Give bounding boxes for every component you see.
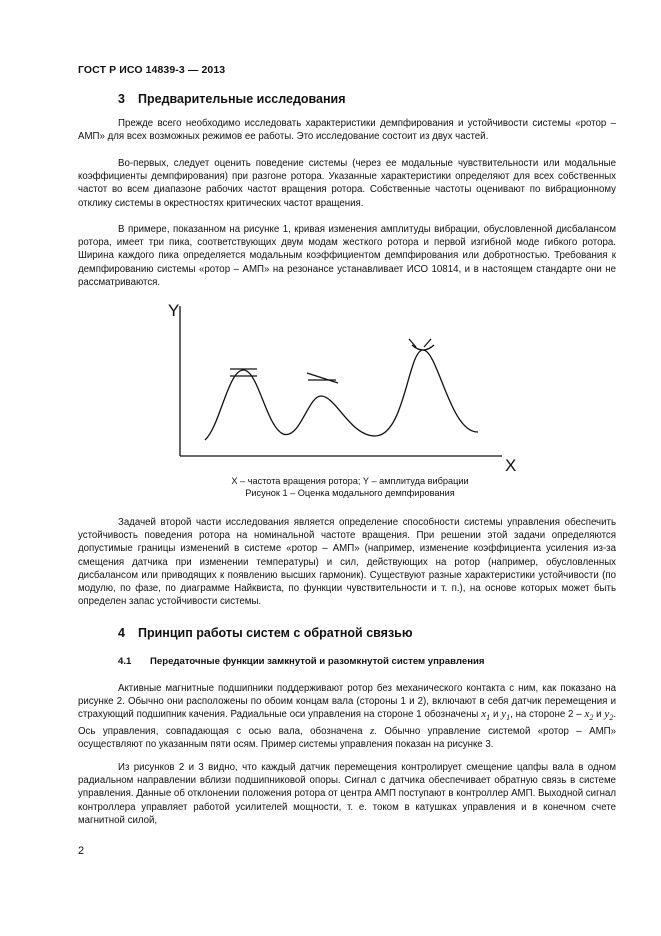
figure-caption	[160, 476, 540, 499]
subsection-title: Передаточные функции замкнутой и разомкнутой систем управления	[150, 656, 485, 667]
figure-legend: X – частота вращения ротора; Y – амплитуда вибрации	[231, 476, 469, 486]
math-z: z	[369, 724, 375, 737]
math-y1: $y_1$	[501, 708, 511, 723]
text-run: . Ось управления, совпадающая с осью вала, обозначена	[78, 709, 617, 737]
text-run: . Обычно управление системой «ротор – АМП» осуществляют по указанным пяти осям. Пример системы управления показан на рисунке 3.	[78, 725, 616, 750]
response-curve	[205, 350, 478, 440]
subsection-4-1-heading	[118, 656, 485, 667]
section-title: Предварительные исследования	[138, 92, 346, 106]
section-number: 4	[118, 626, 125, 640]
x-axis-label: X	[505, 456, 517, 475]
text-run: , на стороне 2 –	[510, 709, 582, 721]
text-run: Активные магнитные подшипники поддерживают ротор без механического контакта с ним, как показано на рисунке 2. Обычно они расположены по обоим концам вала (стороны 1 и 2), включают в себя датчик перемещения и страхующий подшипник качения. Радиальные оси управления на стороне 1 обозначены	[78, 683, 616, 721]
damping-marker-2	[307, 373, 338, 383]
running-header: ГОСТ Р ИСО 14839-3 — 2013	[78, 64, 226, 76]
text-run: и	[492, 709, 499, 721]
paragraph: В примере, показанном на рисунке 1, кривая изменения амплитуды вибрации, обусловленной дисбалансом ротора, имеет три пика, соответствующих двум модам жесткого ротора и первой изгибной моде гибкого ротора. Ширина каждого пика определяется модальным коэффициентом демпфирования или добротностью. Требования к демпфированию системы «ротор – АМП» на резонансе устанавливает ИСО 10814, и в настоящем стандарте они не рассматриваются.	[78, 224, 616, 288]
section-title: Принцип работы систем с обратной связью	[138, 626, 413, 640]
math-y2: $y_2$	[604, 708, 614, 723]
section-3-heading	[118, 92, 346, 106]
subsection-number: 4.1	[118, 656, 132, 667]
paragraph: Задачей второй части исследования является определение способности системы управления обеспечить устойчивость поведения ротора на номинальной частоте вращения. При решении этой задачи определяются допустимые границы изменений в системе «ротор – АМП» (например, изменение коэффициента усиления из-за смещения датчика при изменении температуры) и сил, действующих на ротор (например, обусловленных дисбалансом или приводящих к появлению высших гармоник). Существуют разные характеристики устойчивости (по модулю, по фазе, по диаграмме Найквиста, по функции чувствительности и т. п.), на основе которых может быть определен запас устойчивости системы.	[78, 517, 616, 608]
damping-marker-3	[424, 339, 431, 347]
paragraph: Из рисунков 2 и 3 видно, что каждый датчик перемещения контролирует смещение цапфы вала в одном радиальном направлении вблизи подшипниковой опоры. Сигнал с датчика обеспечивает обратную связь в системе управления. Данные об отклонении положения ротора от центра АМП поступают в контроллер АМП. Выходной сигнал контроллера управляет работой усилителей мощности, т. е. током в катушках управления и в конечном счете магнитной силой,	[78, 762, 616, 826]
math-x2: $x_2$	[584, 708, 594, 723]
section-4-heading	[118, 626, 413, 640]
paragraph: Прежде всего необходимо исследовать характеристики демпфирования и устойчивости системы «ротор – АМП» для всех возможных режимов ее работы. Это исследование состоит из двух частей.	[78, 118, 616, 143]
figure-title: Рисунок 1 – Оценка модального демпфирования	[245, 487, 455, 498]
section-number: 3	[118, 92, 125, 106]
y-axis-label: Y	[168, 301, 180, 320]
paragraph	[78, 682, 616, 751]
page-number: 2	[78, 845, 85, 857]
figure-1-modal-damping	[160, 298, 520, 478]
text-run: и	[596, 709, 602, 721]
paragraph: Во-первых, следует оценить поведение системы (через ее модальные чувствительности или модальные коэффициенты демпфирования) при разгоне ротора. Указанные характеристики определяют для всех собственных частот во всем диапазоне рабочих частот вращения ротора. Собственные частоты оценивают по вибрационному отклику системы в окрестностях критических частот вращения.	[78, 158, 616, 209]
math-x1: $x_1$	[481, 708, 491, 723]
